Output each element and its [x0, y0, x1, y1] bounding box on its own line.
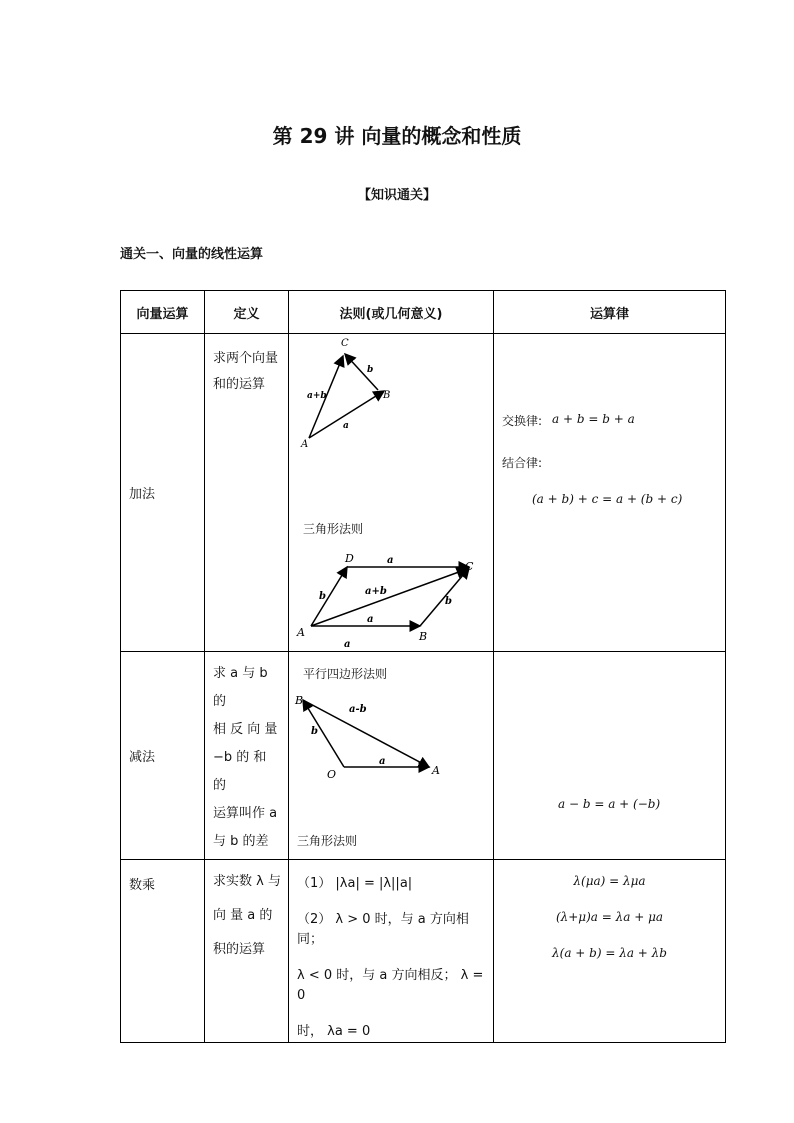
associative-law: (a + b) + c = a + (b + c)	[532, 492, 683, 506]
table-row-scalar	[121, 860, 726, 1043]
tri-label-A: A	[301, 439, 309, 450]
header-rule: 法则(或几何意义)	[289, 291, 494, 334]
commutative-label: 交换律:	[502, 414, 543, 428]
par-label-D: D	[345, 552, 354, 565]
par-label-b-right: b	[445, 596, 452, 607]
tri-label-ab: a+b	[307, 391, 327, 401]
rule-line: （2） λ > 0 时，与 a 方向相同；	[297, 912, 469, 947]
par-label-B: B	[419, 630, 428, 643]
laws-cell	[494, 652, 726, 860]
definition-line: 求两个向量	[213, 351, 279, 366]
definition-line: 相 反 向 量	[213, 722, 278, 737]
header-laws: 运算律	[494, 291, 726, 334]
subtraction-law: a − b = a + (−b)	[558, 797, 661, 811]
parallelogram-caption: 平行四边形法则	[303, 667, 388, 681]
tri-label-b: b	[367, 365, 374, 375]
sub-label-B: B	[295, 694, 304, 707]
associative-label: 结合律:	[502, 456, 543, 470]
par-label-C: C	[465, 560, 474, 573]
law-line: (λ+μ)a = λa + μa	[555, 910, 664, 924]
definition-cell	[205, 652, 289, 860]
definition-line: 与 b 的差	[213, 834, 269, 849]
definition-line: 运算叫作 a	[213, 806, 278, 821]
operation-name: 减法	[121, 652, 205, 860]
sub-b-line	[303, 700, 344, 767]
definition-cell	[205, 334, 289, 652]
rule-line: λ < 0 时，与 a 方向相反； λ = 0	[297, 968, 484, 1003]
subtraction-figure	[289, 652, 494, 858]
definition-line: −b 的 和 的	[213, 750, 267, 793]
vector-operations-table	[120, 290, 726, 1043]
subtraction-caption: 三角形法则	[297, 834, 358, 848]
definition-line: 和的运算	[213, 377, 266, 392]
par-label-b-left: b	[319, 591, 326, 602]
law-line: λ(a + b) = λa + λb	[552, 946, 667, 960]
definition-cell	[205, 860, 289, 1043]
triangle-caption: 三角形法则	[303, 522, 364, 536]
definition-line: 求 a 与 b 的	[213, 666, 268, 709]
definition-line: 积的运算	[213, 942, 266, 957]
rule-cell	[289, 860, 494, 1043]
knowledge-heading: 【知识通关】	[357, 188, 436, 203]
tri-label-C: C	[341, 338, 349, 349]
tri-label-B: B	[383, 390, 391, 401]
operation-name: 数乘	[121, 860, 205, 1043]
laws-cell	[494, 860, 726, 1043]
addition-figures	[289, 334, 494, 650]
par-label-A: A	[297, 626, 305, 639]
operation-name: 加法	[121, 334, 205, 652]
par-b-left	[311, 567, 347, 626]
par-label-ab: a+b	[365, 586, 387, 597]
sub-label-a: a	[379, 756, 386, 767]
tri-label-a: a	[343, 421, 349, 431]
par-label-a-mid: a	[367, 614, 374, 625]
rule-line: 时， λa = 0	[297, 1024, 371, 1039]
section-heading: 通关一、向量的线性运算	[120, 247, 264, 262]
commutative-law: a + b = b + a	[552, 412, 635, 426]
page-title: 第 29 讲 向量的概念和性质	[272, 124, 522, 148]
rule-cell	[289, 652, 494, 860]
table-header-row	[121, 291, 726, 334]
sub-label-A: A	[432, 764, 440, 777]
sub-label-amb: a-b	[349, 704, 367, 715]
sub-label-O: O	[327, 768, 337, 781]
table-row-subtraction	[121, 652, 726, 860]
par-label-a-top: a	[387, 555, 394, 566]
table-row-addition	[121, 334, 726, 652]
definition-line: 求实数 λ 与	[213, 874, 281, 889]
law-line: λ(μa) = λμa	[573, 874, 646, 888]
rule-line: （1） |λa| = |λ||a|	[297, 876, 413, 891]
definition-line: 向 量 a 的	[213, 908, 273, 923]
header-operation: 向量运算	[121, 291, 205, 334]
sub-label-b: b	[311, 726, 318, 737]
rule-cell	[289, 334, 494, 681]
par-label-a-bottom: a	[344, 639, 351, 650]
header-definition: 定义	[205, 291, 289, 334]
laws-cell	[494, 334, 726, 652]
